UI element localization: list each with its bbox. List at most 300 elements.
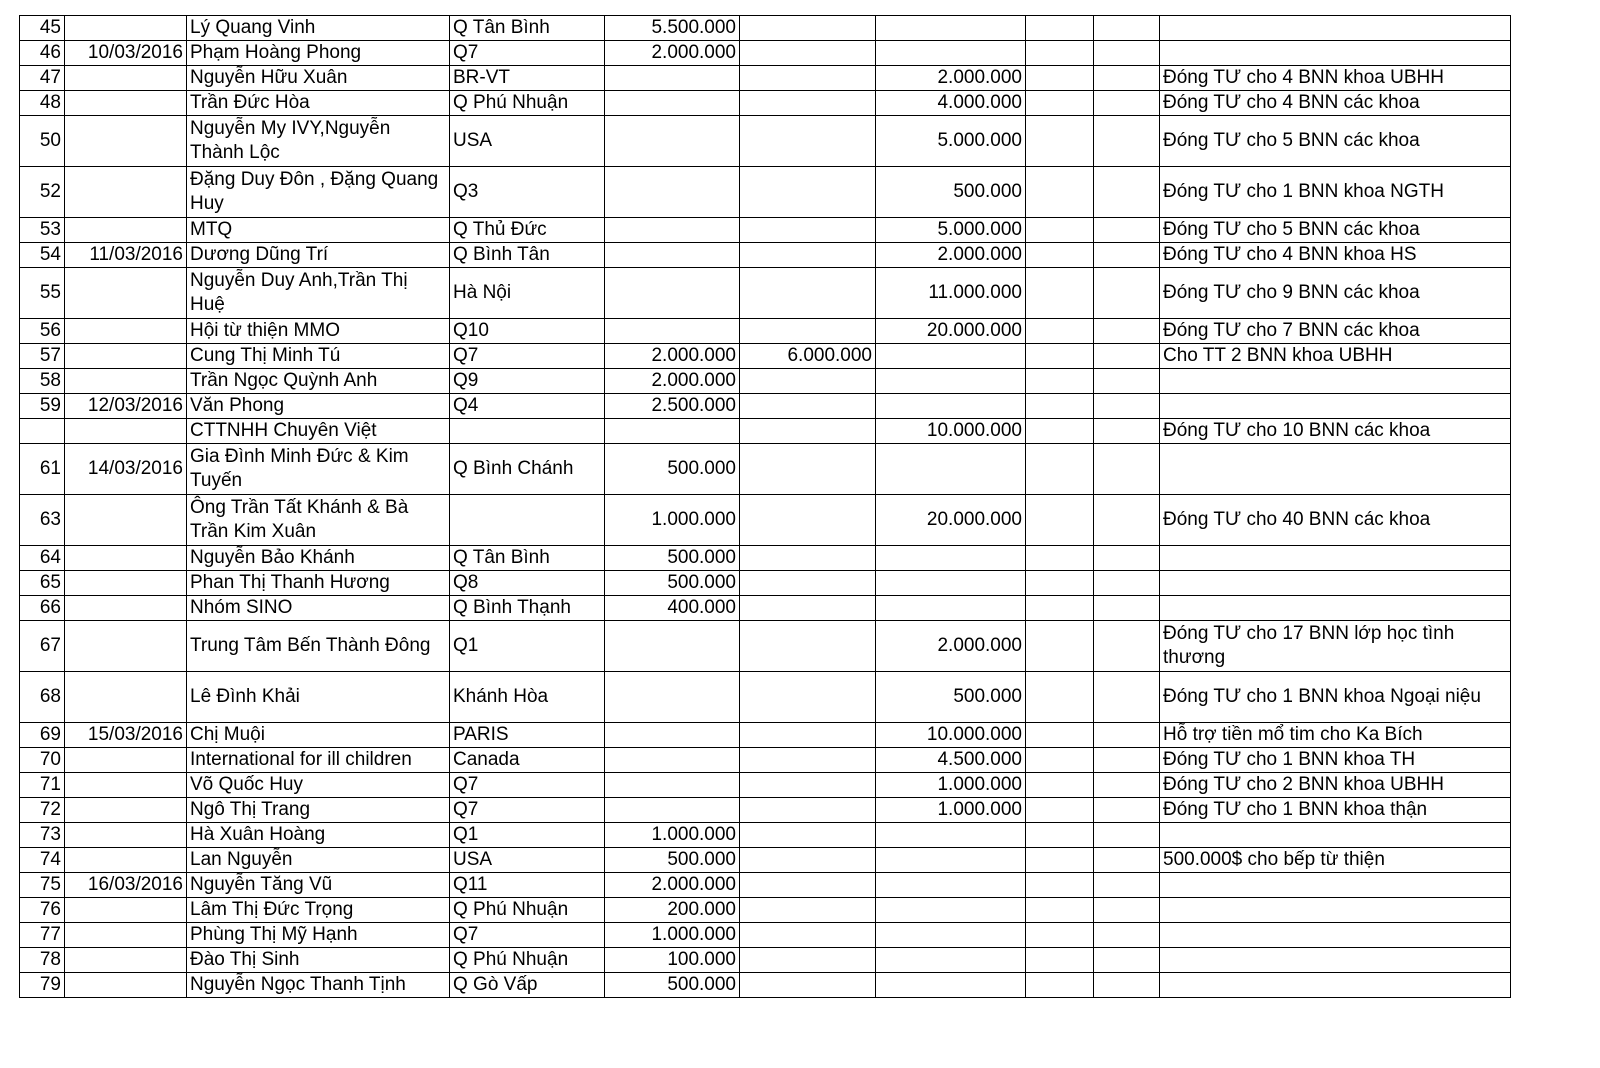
cell-donor-name: Trần Ngọc Quỳnh Anh <box>187 369 450 394</box>
cell-cash-amount: 1.000.000 <box>605 495 740 546</box>
cell-advance-amount <box>876 394 1026 419</box>
cell-location: Q11 <box>450 873 605 898</box>
cell-goods-amount <box>740 973 876 998</box>
cell-note: Đóng TƯ cho 10 BNN các khoa <box>1160 419 1511 444</box>
cell-advance-amount: 4.000.000 <box>876 91 1026 116</box>
cell-donor-name: Gia Đình Minh Đức & Kim Tuyến <box>187 444 450 495</box>
cell-note <box>1160 369 1511 394</box>
cell-advance-amount <box>876 369 1026 394</box>
cell-date <box>65 571 187 596</box>
table-row <box>20 41 1511 66</box>
cell-advance-amount <box>876 546 1026 571</box>
table-row <box>20 571 1511 596</box>
table-row <box>20 672 1511 723</box>
cell-empty <box>1094 973 1160 998</box>
cell-empty <box>1026 16 1094 41</box>
cell-empty <box>1094 91 1160 116</box>
cell-advance-amount <box>876 16 1026 41</box>
cell-donor-name: Phan Thị Thanh Hương <box>187 571 450 596</box>
table-row <box>20 116 1511 167</box>
cell-cash-amount <box>605 748 740 773</box>
cell-empty <box>1026 873 1094 898</box>
table-row <box>20 344 1511 369</box>
cell-empty <box>1094 116 1160 167</box>
cell-stt: 76 <box>20 898 65 923</box>
cell-date <box>65 848 187 873</box>
cell-advance-amount <box>876 923 1026 948</box>
cell-donor-name: CTTNHH Chuyên Việt <box>187 419 450 444</box>
cell-cash-amount: 2.500.000 <box>605 394 740 419</box>
table-row <box>20 973 1511 998</box>
cell-location: BR-VT <box>450 66 605 91</box>
cell-stt: 61 <box>20 444 65 495</box>
table-row <box>20 898 1511 923</box>
cell-date: 16/03/2016 <box>65 873 187 898</box>
cell-stt: 63 <box>20 495 65 546</box>
cell-cash-amount: 2.000.000 <box>605 344 740 369</box>
cell-empty <box>1094 444 1160 495</box>
cell-date <box>65 319 187 344</box>
cell-cash-amount: 2.000.000 <box>605 41 740 66</box>
cell-stt: 46 <box>20 41 65 66</box>
cell-goods-amount <box>740 798 876 823</box>
cell-goods-amount <box>740 369 876 394</box>
cell-empty <box>1026 948 1094 973</box>
table-row <box>20 218 1511 243</box>
table-row <box>20 848 1511 873</box>
cell-empty <box>1026 848 1094 873</box>
cell-date <box>65 948 187 973</box>
cell-date <box>65 66 187 91</box>
cell-empty <box>1094 748 1160 773</box>
cell-location: Q Gò Vấp <box>450 973 605 998</box>
cell-note <box>1160 596 1511 621</box>
cell-date <box>65 596 187 621</box>
cell-note <box>1160 571 1511 596</box>
cell-empty <box>1094 344 1160 369</box>
table-row <box>20 823 1511 848</box>
table-row <box>20 948 1511 973</box>
cell-empty <box>1026 419 1094 444</box>
cell-advance-amount: 5.000.000 <box>876 218 1026 243</box>
cell-goods-amount <box>740 571 876 596</box>
cell-empty <box>1094 495 1160 546</box>
cell-stt: 74 <box>20 848 65 873</box>
cell-goods-amount <box>740 167 876 218</box>
cell-empty <box>1026 723 1094 748</box>
cell-cash-amount <box>605 773 740 798</box>
cell-note: Đóng TƯ cho 1 BNN khoa NGTH <box>1160 167 1511 218</box>
cell-donor-name: Nguyễn Duy Anh,Trần Thị Huệ <box>187 268 450 319</box>
cell-cash-amount: 200.000 <box>605 898 740 923</box>
cell-cash-amount: 2.000.000 <box>605 369 740 394</box>
cell-empty <box>1026 41 1094 66</box>
cell-location: Q Bình Thạnh <box>450 596 605 621</box>
cell-cash-amount <box>605 91 740 116</box>
cell-empty <box>1094 723 1160 748</box>
cell-empty <box>1026 243 1094 268</box>
cell-goods-amount <box>740 748 876 773</box>
cell-location: Q8 <box>450 571 605 596</box>
cell-note <box>1160 898 1511 923</box>
cell-stt: 72 <box>20 798 65 823</box>
table-row <box>20 798 1511 823</box>
cell-empty <box>1094 672 1160 723</box>
cell-empty <box>1026 596 1094 621</box>
table-row <box>20 621 1511 672</box>
table-body <box>20 16 1511 998</box>
cell-goods-amount <box>740 495 876 546</box>
cell-goods-amount <box>740 873 876 898</box>
cell-advance-amount <box>876 823 1026 848</box>
cell-advance-amount: 4.500.000 <box>876 748 1026 773</box>
cell-stt: 47 <box>20 66 65 91</box>
cell-stt: 75 <box>20 873 65 898</box>
cell-goods-amount <box>740 268 876 319</box>
cell-note: Đóng TƯ cho 5 BNN các khoa <box>1160 218 1511 243</box>
cell-empty <box>1094 167 1160 218</box>
cell-empty <box>1026 546 1094 571</box>
table-row <box>20 16 1511 41</box>
cell-cash-amount <box>605 243 740 268</box>
cell-note: Đóng TƯ cho 1 BNN khoa thận <box>1160 798 1511 823</box>
cell-date <box>65 621 187 672</box>
cell-empty <box>1026 672 1094 723</box>
cell-empty <box>1026 773 1094 798</box>
cell-advance-amount: 1.000.000 <box>876 798 1026 823</box>
cell-empty <box>1026 268 1094 319</box>
cell-cash-amount: 400.000 <box>605 596 740 621</box>
cell-date <box>65 823 187 848</box>
cell-advance-amount <box>876 848 1026 873</box>
cell-cash-amount: 100.000 <box>605 948 740 973</box>
table-row <box>20 546 1511 571</box>
cell-empty <box>1026 319 1094 344</box>
cell-advance-amount <box>876 873 1026 898</box>
cell-donor-name: Nguyễn Bảo Khánh <box>187 546 450 571</box>
cell-empty <box>1094 571 1160 596</box>
cell-location: Q Phú Nhuận <box>450 91 605 116</box>
cell-date: 12/03/2016 <box>65 394 187 419</box>
cell-donor-name: Dương Dũng Trí <box>187 243 450 268</box>
cell-date <box>65 344 187 369</box>
cell-stt: 45 <box>20 16 65 41</box>
cell-donor-name: Lê Đình Khải <box>187 672 450 723</box>
table-row <box>20 596 1511 621</box>
cell-empty <box>1094 394 1160 419</box>
cell-donor-name: Ngô Thị Trang <box>187 798 450 823</box>
cell-empty <box>1026 923 1094 948</box>
cell-stt: 79 <box>20 973 65 998</box>
cell-stt: 48 <box>20 91 65 116</box>
cell-stt: 58 <box>20 369 65 394</box>
cell-empty <box>1094 319 1160 344</box>
cell-donor-name: Võ Quốc Huy <box>187 773 450 798</box>
cell-advance-amount: 10.000.000 <box>876 419 1026 444</box>
cell-note: Đóng TƯ cho 40 BNN các khoa <box>1160 495 1511 546</box>
cell-donor-name: Lâm Thị Đức Trọng <box>187 898 450 923</box>
cell-advance-amount <box>876 596 1026 621</box>
cell-empty <box>1094 16 1160 41</box>
cell-location: Q7 <box>450 41 605 66</box>
cell-location: Q Phú Nhuận <box>450 898 605 923</box>
cell-note: Đóng TƯ cho 7 BNN các khoa <box>1160 319 1511 344</box>
cell-date: 11/03/2016 <box>65 243 187 268</box>
cell-advance-amount: 20.000.000 <box>876 319 1026 344</box>
cell-note: Đóng TƯ cho 9 BNN các khoa <box>1160 268 1511 319</box>
cell-date <box>65 369 187 394</box>
cell-goods-amount <box>740 394 876 419</box>
cell-advance-amount: 11.000.000 <box>876 268 1026 319</box>
cell-location: Q Phú Nhuận <box>450 948 605 973</box>
cell-empty <box>1094 66 1160 91</box>
cell-goods-amount <box>740 16 876 41</box>
cell-location: Q7 <box>450 798 605 823</box>
cell-date <box>65 923 187 948</box>
cell-goods-amount <box>740 243 876 268</box>
donation-table <box>19 15 1511 998</box>
table-row <box>20 394 1511 419</box>
cell-cash-amount: 500.000 <box>605 571 740 596</box>
table-row <box>20 748 1511 773</box>
cell-advance-amount <box>876 948 1026 973</box>
cell-advance-amount: 2.000.000 <box>876 66 1026 91</box>
cell-location: USA <box>450 116 605 167</box>
table-row <box>20 419 1511 444</box>
cell-cash-amount: 500.000 <box>605 973 740 998</box>
cell-date <box>65 495 187 546</box>
cell-empty <box>1094 873 1160 898</box>
cell-stt: 77 <box>20 923 65 948</box>
cell-date <box>65 748 187 773</box>
table-row <box>20 773 1511 798</box>
cell-stt: 53 <box>20 218 65 243</box>
cell-goods-amount <box>740 444 876 495</box>
cell-goods-amount <box>740 596 876 621</box>
cell-empty <box>1094 243 1160 268</box>
cell-goods-amount: 6.000.000 <box>740 344 876 369</box>
cell-location: Q7 <box>450 923 605 948</box>
cell-location: Khánh Hòa <box>450 672 605 723</box>
cell-stt: 64 <box>20 546 65 571</box>
table-row <box>20 243 1511 268</box>
cell-note <box>1160 546 1511 571</box>
cell-goods-amount <box>740 419 876 444</box>
cell-location: Q7 <box>450 773 605 798</box>
cell-date <box>65 773 187 798</box>
cell-note: Đóng TƯ cho 5 BNN các khoa <box>1160 116 1511 167</box>
cell-empty <box>1026 218 1094 243</box>
cell-empty <box>1026 571 1094 596</box>
cell-donor-name: Nguyễn My IVY,Nguyễn Thành Lộc <box>187 116 450 167</box>
cell-note: Đóng TƯ cho 4 BNN khoa UBHH <box>1160 66 1511 91</box>
cell-empty <box>1026 344 1094 369</box>
cell-goods-amount <box>740 116 876 167</box>
cell-location: USA <box>450 848 605 873</box>
cell-cash-amount: 5.500.000 <box>605 16 740 41</box>
cell-location: Q Tân Bình <box>450 546 605 571</box>
cell-advance-amount <box>876 41 1026 66</box>
cell-stt: 59 <box>20 394 65 419</box>
cell-stt: 68 <box>20 672 65 723</box>
cell-donor-name: Ông Trần Tất Khánh & Bà Trần Kim Xuân <box>187 495 450 546</box>
cell-cash-amount <box>605 268 740 319</box>
cell-goods-amount <box>740 823 876 848</box>
cell-date <box>65 419 187 444</box>
cell-advance-amount: 1.000.000 <box>876 773 1026 798</box>
cell-donor-name: Lý Quang Vinh <box>187 16 450 41</box>
cell-stt: 55 <box>20 268 65 319</box>
table-row <box>20 923 1511 948</box>
cell-note <box>1160 873 1511 898</box>
table-row <box>20 369 1511 394</box>
cell-empty <box>1094 898 1160 923</box>
cell-location: Q10 <box>450 319 605 344</box>
cell-advance-amount: 2.000.000 <box>876 243 1026 268</box>
cell-date: 14/03/2016 <box>65 444 187 495</box>
cell-donor-name: Đặng Duy Đôn , Đặng Quang Huy <box>187 167 450 218</box>
table-row <box>20 873 1511 898</box>
cell-empty <box>1094 268 1160 319</box>
cell-date <box>65 798 187 823</box>
table-row <box>20 268 1511 319</box>
cell-note <box>1160 923 1511 948</box>
cell-goods-amount <box>740 546 876 571</box>
cell-note <box>1160 16 1511 41</box>
cell-empty <box>1026 898 1094 923</box>
cell-advance-amount: 10.000.000 <box>876 723 1026 748</box>
cell-cash-amount <box>605 798 740 823</box>
cell-empty <box>1094 369 1160 394</box>
cell-donor-name: Chị Muội <box>187 723 450 748</box>
cell-note: Đóng TƯ cho 1 BNN khoa Ngoại niệu <box>1160 672 1511 723</box>
cell-goods-amount <box>740 91 876 116</box>
cell-date <box>65 218 187 243</box>
cell-date <box>65 116 187 167</box>
cell-empty <box>1026 823 1094 848</box>
cell-note: Đóng TƯ cho 17 BNN lớp học tình thương <box>1160 621 1511 672</box>
cell-empty <box>1094 948 1160 973</box>
cell-advance-amount <box>876 973 1026 998</box>
cell-donor-name: Nguyễn Ngọc Thanh Tịnh <box>187 973 450 998</box>
cell-note: Hỗ trợ tiền mổ tim cho Ka Bích <box>1160 723 1511 748</box>
cell-cash-amount: 1.000.000 <box>605 823 740 848</box>
cell-note <box>1160 41 1511 66</box>
cell-cash-amount <box>605 116 740 167</box>
cell-location: Q Bình Chánh <box>450 444 605 495</box>
table-row <box>20 495 1511 546</box>
cell-date <box>65 268 187 319</box>
cell-goods-amount <box>740 41 876 66</box>
cell-donor-name: MTQ <box>187 218 450 243</box>
table-row <box>20 66 1511 91</box>
cell-cash-amount: 2.000.000 <box>605 873 740 898</box>
cell-location <box>450 419 605 444</box>
cell-donor-name: Nguyễn Tăng Vũ <box>187 873 450 898</box>
cell-cash-amount <box>605 672 740 723</box>
cell-goods-amount <box>740 621 876 672</box>
cell-donor-name: Trung Tâm Bến Thành Đông <box>187 621 450 672</box>
cell-date <box>65 672 187 723</box>
cell-goods-amount <box>740 319 876 344</box>
cell-empty <box>1026 495 1094 546</box>
cell-stt: 71 <box>20 773 65 798</box>
cell-date <box>65 16 187 41</box>
cell-donor-name: International for ill children <box>187 748 450 773</box>
cell-location <box>450 495 605 546</box>
cell-stt: 57 <box>20 344 65 369</box>
cell-empty <box>1026 91 1094 116</box>
cell-cash-amount: 500.000 <box>605 546 740 571</box>
cell-goods-amount <box>740 218 876 243</box>
table-row <box>20 167 1511 218</box>
cell-empty <box>1026 167 1094 218</box>
cell-date: 15/03/2016 <box>65 723 187 748</box>
cell-location: Hà Nội <box>450 268 605 319</box>
cell-location: Q7 <box>450 344 605 369</box>
cell-cash-amount <box>605 621 740 672</box>
cell-location: Canada <box>450 748 605 773</box>
cell-date <box>65 167 187 218</box>
cell-stt: 66 <box>20 596 65 621</box>
cell-location: PARIS <box>450 723 605 748</box>
cell-stt: 73 <box>20 823 65 848</box>
table-row <box>20 723 1511 748</box>
cell-note: Cho TT 2 BNN khoa UBHH <box>1160 344 1511 369</box>
cell-goods-amount <box>740 672 876 723</box>
cell-note: Đóng TƯ cho 4 BNN khoa HS <box>1160 243 1511 268</box>
cell-stt: 50 <box>20 116 65 167</box>
cell-note <box>1160 948 1511 973</box>
cell-empty <box>1094 419 1160 444</box>
cell-empty <box>1026 621 1094 672</box>
cell-empty <box>1026 369 1094 394</box>
cell-stt: 78 <box>20 948 65 973</box>
cell-empty <box>1094 621 1160 672</box>
cell-advance-amount <box>876 444 1026 495</box>
cell-advance-amount <box>876 571 1026 596</box>
cell-location: Q Thủ Đức <box>450 218 605 243</box>
cell-cash-amount <box>605 218 740 243</box>
cell-empty <box>1094 773 1160 798</box>
cell-note <box>1160 823 1511 848</box>
cell-empty <box>1026 116 1094 167</box>
table-row <box>20 91 1511 116</box>
cell-stt: 70 <box>20 748 65 773</box>
cell-empty <box>1026 748 1094 773</box>
cell-cash-amount <box>605 419 740 444</box>
cell-location: Q1 <box>450 621 605 672</box>
cell-donor-name: Hà Xuân Hoàng <box>187 823 450 848</box>
cell-note <box>1160 394 1511 419</box>
cell-note: Đóng TƯ cho 1 BNN khoa TH <box>1160 748 1511 773</box>
cell-location: Q Tân Bình <box>450 16 605 41</box>
cell-goods-amount <box>740 773 876 798</box>
cell-location: Q3 <box>450 167 605 218</box>
cell-stt: 52 <box>20 167 65 218</box>
cell-date: 10/03/2016 <box>65 41 187 66</box>
cell-date <box>65 546 187 571</box>
cell-empty <box>1026 973 1094 998</box>
cell-advance-amount <box>876 344 1026 369</box>
cell-donor-name: Cung Thị Minh Tú <box>187 344 450 369</box>
cell-date <box>65 91 187 116</box>
cell-goods-amount <box>740 848 876 873</box>
cell-advance-amount: 20.000.000 <box>876 495 1026 546</box>
cell-cash-amount <box>605 66 740 91</box>
cell-empty <box>1094 798 1160 823</box>
cell-empty <box>1026 66 1094 91</box>
